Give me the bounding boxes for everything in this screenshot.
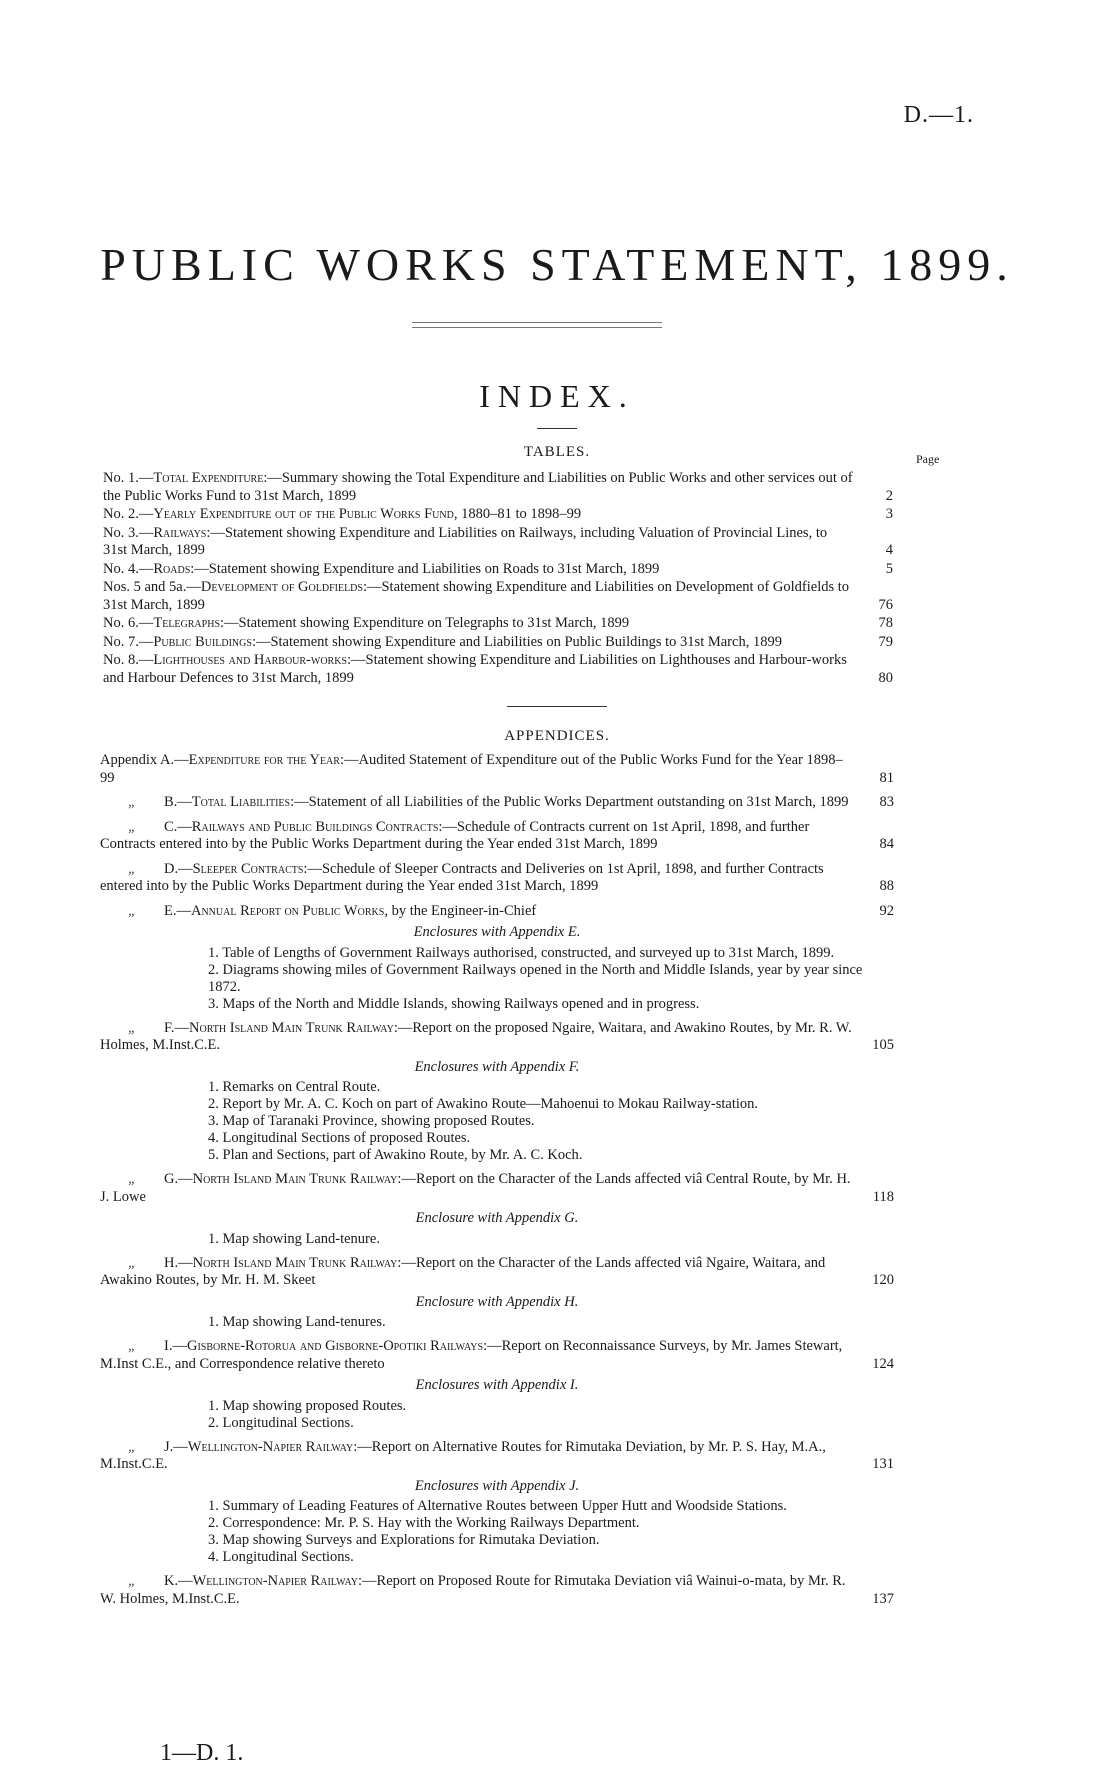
page-number: 81 [879, 769, 894, 786]
appendix-entry-text [100, 861, 894, 896]
table-entry-text [103, 615, 893, 633]
entry-number: Nos. 5 and 5a.— [103, 579, 201, 595]
entry-caption: Lighthouses and Harbour-works [153, 652, 347, 668]
entry-number: No. 8.— [103, 652, 154, 668]
appendices-list [100, 752, 894, 1608]
tables-heading: TABLES. [523, 444, 591, 460]
appendix-entry-text [100, 794, 894, 812]
appendix-entry [100, 1171, 894, 1206]
appendix-entry-text [100, 1255, 894, 1290]
ditto-mark: „ [127, 794, 137, 810]
entry-description: , 1880–81 to 1898–99 [453, 506, 582, 522]
page-number: 79 [878, 633, 893, 650]
table-entry [103, 470, 893, 505]
entry-description: :—Statement showing Expenditure and Liabilities on Roads to 31st March, 1899 [190, 560, 660, 577]
appendix-entry [100, 752, 894, 787]
sheet-code: 1—D. 1. [160, 1740, 244, 1766]
page-number: 120 [872, 1272, 894, 1288]
appendix-letter: G.— [164, 1171, 193, 1187]
appendix-description: :—Report on the Character of the Lands affected viâ Ngaire, Waitara, and Awakino Routes, by Mr. H. M. Skeet [100, 1254, 826, 1288]
appendix-entry-text [100, 1573, 894, 1608]
page-number: 84 [879, 836, 894, 852]
entry-description: :—Statement showing Expenditure and Liabilities on Development of Goldfields to 31st March, 1899 [103, 579, 850, 613]
table-entry [103, 525, 893, 560]
enclosures-heading: Enclosures with Appendix E. [413, 924, 581, 940]
page-number: 80 [878, 669, 893, 686]
table-entry [103, 579, 893, 614]
entry-description: :—Statement showing Expenditure on Telegraphs to 31st March, 1899 [220, 615, 630, 631]
appendix-description: :—Report on Reconnaissance Surveys, by Mr. James Stewart, M.Inst C.E., and Correspondence relative thereto [100, 1338, 843, 1372]
ditto-mark: „ [127, 860, 137, 877]
table-entry-text [103, 470, 893, 505]
enclosure-item: 4. Longitudinal Sections of proposed Routes. [208, 1130, 471, 1146]
entry-caption: Public Buildings [153, 633, 252, 650]
table-entry-text [103, 525, 893, 560]
appendix-letter: E.— [164, 902, 191, 919]
appendix-entry [100, 1439, 894, 1474]
page-number: 83 [879, 794, 894, 810]
appendix-caption: North Island Main Trunk Railway [192, 1254, 398, 1271]
ditto-mark: „ [127, 902, 137, 919]
appendix-description: :—Statement of all Liabilities of the Public Works Department outstanding on 31st March, 1899 [290, 794, 849, 810]
enclosures-heading: Enclosure with Appendix H. [415, 1293, 579, 1310]
appendix-entry [100, 794, 894, 812]
appendix-caption: Wellington-Napier Railway [187, 1438, 354, 1455]
appendix-description: :—Report on the proposed Ngaire, Waitara, and Awakino Routes, by Mr. R. W. Holmes, M.Inst.C.E. [100, 1019, 852, 1053]
ditto-mark: „ [127, 1573, 137, 1589]
appendix-caption: North Island Main Trunk Railway [192, 1171, 398, 1187]
appendix-description: , by the Engineer-in-Chief [384, 902, 537, 919]
page-title: PUBLIC WORKS STATEMENT, 1899. [100, 239, 1014, 290]
table-entry-text [103, 561, 893, 579]
entry-number: No. 6.— [103, 615, 154, 631]
appendix-caption: North Island Main Trunk Railway [189, 1019, 394, 1036]
page-number: 88 [879, 878, 894, 894]
entry-number: No. 1.— [103, 470, 154, 486]
appendix-letter: I.— [164, 1338, 187, 1354]
enclosure-item: 1. Map showing proposed Routes. [208, 1397, 407, 1414]
page-number: 92 [879, 902, 894, 919]
entry-caption: Development of Goldfields [200, 579, 363, 595]
tables-list [103, 470, 893, 688]
title-divider [412, 322, 662, 328]
ditto-mark: „ [127, 1438, 137, 1455]
entry-description: :—Statement showing Expenditure and Liabilities on Public Buildings to 31st March, 1899 [251, 633, 782, 650]
page-number: 4 [885, 542, 893, 558]
enclosures-heading: Enclosure with Appendix G. [415, 1210, 579, 1226]
appendix-entry [100, 861, 894, 896]
enclosure-item: 3. Map showing Surveys and Explorations for Rimutaka Deviation. [208, 1532, 600, 1548]
appendix-caption: Total Liabilities [191, 794, 291, 810]
enclosure-item: 1. Summary of Leading Features of Alternative Routes between Upper Hutt and Woodside Stations. [208, 1498, 787, 1514]
entry-caption: Roads [153, 560, 191, 577]
ditto-mark: „ [127, 1171, 137, 1187]
page-number: 124 [872, 1355, 894, 1372]
appendix-letter: B.— [164, 794, 192, 810]
appendix-description: :—Schedule of Contracts current on 1st April, 1898, and further Contracts entered into by the Public Works Department during the Year ended 31st March, 1899 [100, 818, 810, 852]
entry-number: No. 2.— [103, 506, 154, 522]
appendix-letter: F.— [164, 1019, 190, 1036]
appendix-letter: J.— [164, 1438, 188, 1455]
tables-divider [507, 706, 607, 707]
appendix-caption: Annual Report on Public Works [190, 902, 385, 919]
appendices-heading: APPENDICES. [504, 728, 610, 744]
enclosure-item: 3. Map of Taranaki Province, showing proposed Routes. [208, 1113, 535, 1129]
appendix-entry [100, 903, 894, 921]
appendix-entry [100, 1255, 894, 1290]
appendix-entry-text [100, 819, 894, 854]
entry-description: :—Statement showing Expenditure and Liabilities on Lighthouses and Harbour-works and Harbour Defences to 31st March, 1899 [103, 652, 847, 686]
table-entry-text [103, 634, 893, 652]
appendix-letter: D.— [164, 860, 193, 877]
index-heading: INDEX. [479, 378, 635, 414]
appendix-entry-text [100, 752, 894, 787]
entry-number: No. 7.— [103, 633, 154, 650]
appendix-entry [100, 1573, 894, 1608]
appendix-letter: H.— [164, 1254, 193, 1271]
page-number: 105 [872, 1037, 894, 1053]
enclosure-item: 2. Report by Mr. A. C. Koch on part of Awakino Route—Mahoenui to Mokau Railway-station. [208, 1096, 759, 1112]
enclosure-item: 4. Longitudinal Sections. [208, 1549, 354, 1565]
appendix-caption: Railways and Public Buildings Contracts [191, 818, 439, 835]
page-number: 2 [885, 487, 893, 504]
entry-description: :—Statement showing Expenditure and Liabilities on Railways, including Valuation of Provincial Lines, to 31st March, 1899 [103, 524, 828, 558]
table-entry-text [103, 579, 893, 614]
page-number: 76 [878, 596, 893, 613]
appendix-entry-text [100, 1020, 894, 1055]
ditto-mark: „ [127, 1254, 137, 1271]
table-entry [103, 652, 893, 687]
enclosures-heading: Enclosures with Appendix I. [415, 1377, 579, 1393]
enclosure-item: 3. Maps of the North and Middle Islands, showing Railways opened and in progress. [208, 995, 700, 1012]
appendix-entry [100, 1020, 894, 1055]
page-number: 131 [872, 1456, 894, 1472]
appendix-description: :—Report on Alternative Routes for Rimutaka Deviation, by Mr. P. S. Hay, M.A., M.Inst.C.E. [100, 1438, 826, 1472]
page-column-label: Page [916, 452, 940, 466]
ditto-mark: „ [127, 818, 137, 835]
enclosure-item: 1. Map showing Land-tenure. [208, 1230, 380, 1247]
entry-description: :—Summary showing the Total Expenditure and Liabilities on Public Works and other services out of the Public Works Fund to 31st March, 1899 [103, 470, 853, 504]
appendix-letter: C.— [164, 818, 192, 835]
ditto-mark: „ [127, 1338, 137, 1354]
page-number: 3 [885, 506, 893, 522]
ditto-mark: „ [127, 1019, 137, 1036]
appendix-description: :—Audited Statement of Expenditure out of the Public Works Fund for the Year 1898–99 [100, 752, 843, 786]
table-entry [103, 506, 893, 524]
enclosure-item: 2. Longitudinal Sections. [208, 1414, 354, 1431]
table-entry [103, 561, 893, 579]
entry-caption: Telegraphs [153, 615, 220, 631]
table-entry-text [103, 652, 893, 687]
index-divider [537, 428, 577, 429]
table-entry [103, 615, 893, 633]
entry-caption: Total Expenditure [153, 470, 264, 486]
table-entry [103, 634, 893, 652]
page-number: 78 [878, 615, 893, 631]
enclosure-item: 2. Diagrams showing miles of Government Railways opened in the North and Middle Islands, year by year since 1872. [208, 961, 863, 995]
enclosure-item: 1. Map showing Land-tenures. [208, 1314, 386, 1330]
enclosure-item: 1. Remarks on Central Route. [208, 1079, 381, 1095]
page-number: 5 [885, 560, 893, 577]
entry-number: No. 4.— [103, 560, 154, 577]
appendix-caption: Wellington-Napier Railway [192, 1573, 359, 1589]
appendix-description: :—Schedule of Sleeper Contracts and Deliveries on 1st April, 1898, and further Contracts entered into by the Public Works Department during the Year ended 31st March, 1899 [100, 860, 824, 894]
appendix-entry-text [100, 903, 894, 921]
page-number: 118 [872, 1188, 894, 1205]
enclosures-heading: Enclosures with Appendix F. [414, 1058, 580, 1075]
enclosures-heading: Enclosures with Appendix J. [414, 1477, 580, 1494]
appendix-description: :—Report on the Character of the Lands affected viâ Central Route, by Mr. H. J. Lowe [100, 1171, 851, 1205]
appendix-caption: Expenditure for the Year [188, 752, 340, 768]
enclosure-item: 1. Table of Lengths of Government Railways authorised, constructed, and surveyed up to 31st March, 1899. [208, 944, 835, 961]
appendix-entry [100, 819, 894, 854]
appendix-letter: K.— [164, 1573, 193, 1589]
appendix-description: :—Report on Proposed Route for Rimutaka Deviation viâ Wainui-o-mata, by Mr. R. W. Holmes, M.Inst.C.E. [100, 1573, 846, 1607]
appendix-entry [100, 1338, 894, 1373]
appendix-entry-text [100, 1171, 894, 1206]
appendix-caption: Gisborne-Rotorua and Gisborne-Opotiki Railways [186, 1338, 484, 1354]
document-code: D.—1. [903, 102, 974, 128]
enclosure-item: 2. Correspondence: Mr. P. S. Hay with the Working Railways Department. [208, 1515, 640, 1531]
entry-caption: Yearly Expenditure out of the Public Works Fund [153, 506, 454, 522]
appendix-caption: Sleeper Contracts [192, 860, 304, 877]
appendix-letter: Appendix A.— [100, 752, 189, 768]
appendix-entry-text [100, 1338, 894, 1373]
appendix-entry-text [100, 1439, 894, 1474]
page-number: 137 [872, 1590, 894, 1607]
entry-number: No. 3.— [103, 524, 154, 541]
table-entry-text [103, 506, 893, 524]
enclosure-item: 5. Plan and Sections, part of Awakino Route, by Mr. A. C. Koch. [208, 1147, 583, 1163]
entry-caption: Railways [153, 524, 207, 541]
